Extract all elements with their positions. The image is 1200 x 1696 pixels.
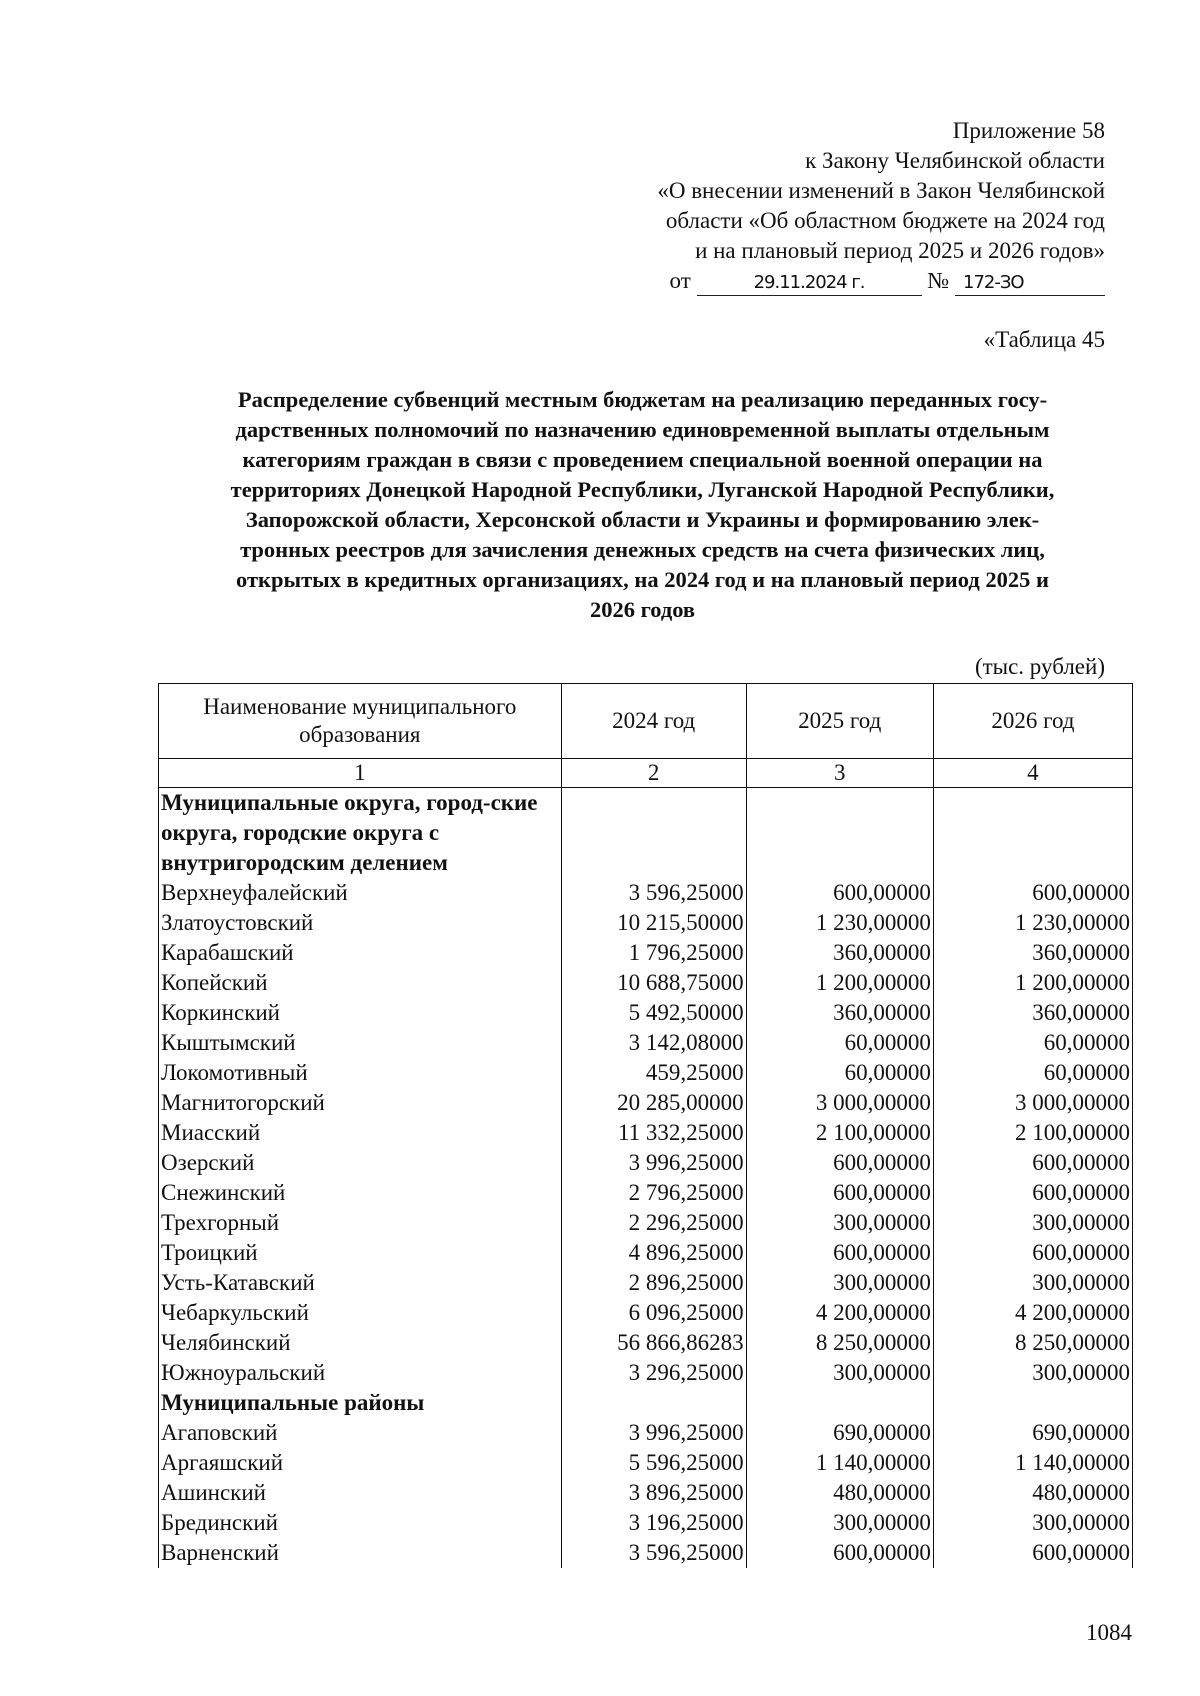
empty-cell [933, 788, 1132, 879]
appendix-header [545, 116, 1105, 296]
municipality-name: Магнитогорский [159, 1088, 562, 1118]
value-2025: 360,00000 [746, 938, 933, 968]
value-2025: 480,00000 [746, 1478, 933, 1508]
municipality-name: Кыштымский [159, 1028, 562, 1058]
empty-cell [933, 1388, 1132, 1418]
value-2026: 3 000,00000 [933, 1088, 1132, 1118]
value-2026: 2 100,00000 [933, 1118, 1132, 1148]
table-row [159, 1508, 1133, 1538]
municipality-name: Южноуральский [159, 1358, 562, 1388]
value-2026: 1 230,00000 [933, 908, 1132, 938]
value-2025: 360,00000 [746, 998, 933, 1028]
value-2026: 300,00000 [933, 1358, 1132, 1388]
value-2025: 1 140,00000 [746, 1448, 933, 1478]
group-header-row [159, 788, 1133, 879]
municipality-name: Верхнеуфалейский [159, 878, 562, 908]
table-row [159, 1028, 1133, 1058]
value-2025: 300,00000 [746, 1358, 933, 1388]
value-2024: 56 866,86283 [561, 1328, 746, 1358]
municipality-name: Ашинский [159, 1478, 562, 1508]
value-2025: 60,00000 [746, 1058, 933, 1088]
column-number-row [159, 759, 1133, 788]
column-number: 1 [159, 759, 562, 788]
value-2025: 600,00000 [746, 1148, 933, 1178]
date-number-line [545, 266, 1105, 296]
table-row [159, 998, 1133, 1028]
header-line: Приложение 58 [952, 118, 1105, 143]
value-2024: 5 492,50000 [561, 998, 746, 1028]
table-row [159, 1088, 1133, 1118]
value-2024: 2 796,25000 [561, 1178, 746, 1208]
value-2024: 3 296,25000 [561, 1358, 746, 1388]
value-2026: 300,00000 [933, 1268, 1132, 1298]
table-row [159, 1358, 1133, 1388]
value-2025: 2 100,00000 [746, 1118, 933, 1148]
value-2026: 600,00000 [933, 1178, 1132, 1208]
column-header-2026: 2026 год [933, 684, 1132, 759]
title-line: Распределение субвенций местным бюджетам на реализацию переданных госу- [237, 387, 1048, 412]
value-2024: 459,25000 [561, 1058, 746, 1088]
column-header-municipality: Наименование муниципального образования [159, 684, 562, 759]
table-row [159, 1268, 1133, 1298]
table-row [159, 968, 1133, 998]
column-header-2024: 2024 год [561, 684, 746, 759]
value-2025: 300,00000 [746, 1208, 933, 1238]
column-number: 3 [746, 759, 933, 788]
value-2025: 600,00000 [746, 1538, 933, 1568]
group-header-row [159, 1388, 1133, 1418]
municipality-name: Усть-Катавский [159, 1268, 562, 1298]
table-row [159, 908, 1133, 938]
municipality-name: Локомотивный [159, 1058, 562, 1088]
value-2024: 3 896,25000 [561, 1478, 746, 1508]
number-prefix: № [927, 268, 950, 293]
value-2026: 690,00000 [933, 1418, 1132, 1448]
column-number: 2 [561, 759, 746, 788]
value-2026: 1 140,00000 [933, 1448, 1132, 1478]
empty-cell [561, 1388, 746, 1418]
table-row [159, 1178, 1133, 1208]
empty-cell [561, 788, 746, 879]
value-2024: 20 285,00000 [561, 1088, 746, 1118]
table-row [159, 1538, 1133, 1568]
value-2024: 3 142,08000 [561, 1028, 746, 1058]
empty-cell [746, 788, 933, 879]
municipality-name: Троицкий [159, 1238, 562, 1268]
value-2025: 600,00000 [746, 878, 933, 908]
table-row [159, 1448, 1133, 1478]
municipality-name: Златоустовский [159, 908, 562, 938]
law-date: 29.11.2024 г. [697, 271, 922, 296]
table-row [159, 1148, 1133, 1178]
law-number: 172-ЗО [955, 271, 1105, 296]
municipality-name: Миасский [159, 1118, 562, 1148]
title-line: Запорожской области, Херсонской области и Украины и формированию элек- [245, 507, 1040, 532]
value-2025: 1 230,00000 [746, 908, 933, 938]
value-2026: 600,00000 [933, 878, 1132, 908]
title-line: 2026 годов [589, 597, 696, 622]
header-line: «О внесении изменений в Закон Челябинской [657, 178, 1105, 203]
value-2026: 1 200,00000 [933, 968, 1132, 998]
value-2025: 300,00000 [746, 1268, 933, 1298]
value-2024: 11 332,25000 [561, 1118, 746, 1148]
value-2024: 3 996,25000 [561, 1148, 746, 1178]
value-2024: 10 215,50000 [561, 908, 746, 938]
table-row [159, 1058, 1133, 1088]
municipality-name: Аргаяшский [159, 1448, 562, 1478]
column-number: 4 [933, 759, 1132, 788]
value-2025: 600,00000 [746, 1178, 933, 1208]
municipality-name: Челябинский [159, 1328, 562, 1358]
value-2024: 6 096,25000 [561, 1298, 746, 1328]
page-number: 1084 [1086, 1620, 1132, 1645]
value-2026: 480,00000 [933, 1478, 1132, 1508]
column-header-2025: 2025 год [746, 684, 933, 759]
value-2024: 5 596,25000 [561, 1448, 746, 1478]
municipality-name: Копейский [159, 968, 562, 998]
value-2026: 300,00000 [933, 1508, 1132, 1538]
table-row [159, 1208, 1133, 1238]
value-2026: 60,00000 [933, 1028, 1132, 1058]
table-row [159, 878, 1133, 908]
title-line: территориях Донецкой Народной Республики, Луганской Народной Республики, [230, 477, 1055, 502]
table-row [159, 1478, 1133, 1508]
value-2025: 690,00000 [746, 1418, 933, 1448]
value-2026: 4 200,00000 [933, 1298, 1132, 1328]
municipality-name: Снежинский [159, 1178, 562, 1208]
value-2024: 2 896,25000 [561, 1268, 746, 1298]
value-2025: 600,00000 [746, 1238, 933, 1268]
municipality-name: Варненский [159, 1538, 562, 1568]
value-2026: 600,00000 [933, 1238, 1132, 1268]
municipality-name: Агаповский [159, 1418, 562, 1448]
value-2024: 4 896,25000 [561, 1238, 746, 1268]
value-2025: 1 200,00000 [746, 968, 933, 998]
table-row [159, 1298, 1133, 1328]
table-label: «Таблица 45 [983, 327, 1105, 352]
value-2024: 3 596,25000 [561, 1538, 746, 1568]
value-2025: 8 250,00000 [746, 1328, 933, 1358]
municipality-name: Трехгорный [159, 1208, 562, 1238]
title-line: дарственных полномочий по назначению единовременной выплаты отдельным [235, 417, 1050, 442]
header-line: и на плановый период 2025 и 2026 годов» [695, 238, 1105, 263]
value-2026: 360,00000 [933, 938, 1132, 968]
table-row [159, 1238, 1133, 1268]
value-2024: 3 596,25000 [561, 878, 746, 908]
value-2024: 2 296,25000 [561, 1208, 746, 1238]
municipality-name: Озерский [159, 1148, 562, 1178]
title-line: категориям граждан в связи с проведением специальной военной операции на [242, 447, 1043, 472]
value-2026: 8 250,00000 [933, 1328, 1132, 1358]
value-2025: 60,00000 [746, 1028, 933, 1058]
table-row [159, 938, 1133, 968]
value-2026: 60,00000 [933, 1058, 1132, 1088]
value-2025: 4 200,00000 [746, 1298, 933, 1328]
units-label: (тыс. рублей) [974, 654, 1105, 679]
value-2026: 600,00000 [933, 1148, 1132, 1178]
municipality-name: Карабашский [159, 938, 562, 968]
document-title [145, 385, 1140, 625]
title-line: открытых в кредитных организациях, на 2024 год и на плановый период 2025 и [236, 567, 1049, 592]
subvention-table [158, 683, 1133, 1568]
table-row [159, 1418, 1133, 1448]
value-2025: 300,00000 [746, 1508, 933, 1538]
header-line: к Закону Челябинской области [805, 148, 1105, 173]
value-2026: 600,00000 [933, 1538, 1132, 1568]
table-row [159, 1118, 1133, 1148]
value-2026: 300,00000 [933, 1208, 1132, 1238]
value-2024: 3 196,25000 [561, 1508, 746, 1538]
municipality-name: Коркинский [159, 998, 562, 1028]
table-row [159, 1328, 1133, 1358]
value-2024: 1 796,25000 [561, 938, 746, 968]
group-title: Муниципальные округа, город-ские округа, городские округа с внутригородским делением [159, 788, 562, 879]
value-2026: 360,00000 [933, 998, 1132, 1028]
table-header-row [159, 684, 1133, 759]
value-2025: 3 000,00000 [746, 1088, 933, 1118]
municipality-name: Брединский [159, 1508, 562, 1538]
municipality-name: Чебаркульский [159, 1298, 562, 1328]
empty-cell [746, 1388, 933, 1418]
header-line: области «Об областном бюджете на 2024 год [665, 208, 1105, 233]
date-prefix: от [669, 268, 691, 293]
table-body [159, 788, 1133, 1569]
value-2024: 3 996,25000 [561, 1418, 746, 1448]
title-line: тронных реестров для зачисления денежных средств на счета физических лиц, [240, 537, 1045, 562]
value-2024: 10 688,75000 [561, 968, 746, 998]
group-title: Муниципальные районы [159, 1388, 562, 1418]
